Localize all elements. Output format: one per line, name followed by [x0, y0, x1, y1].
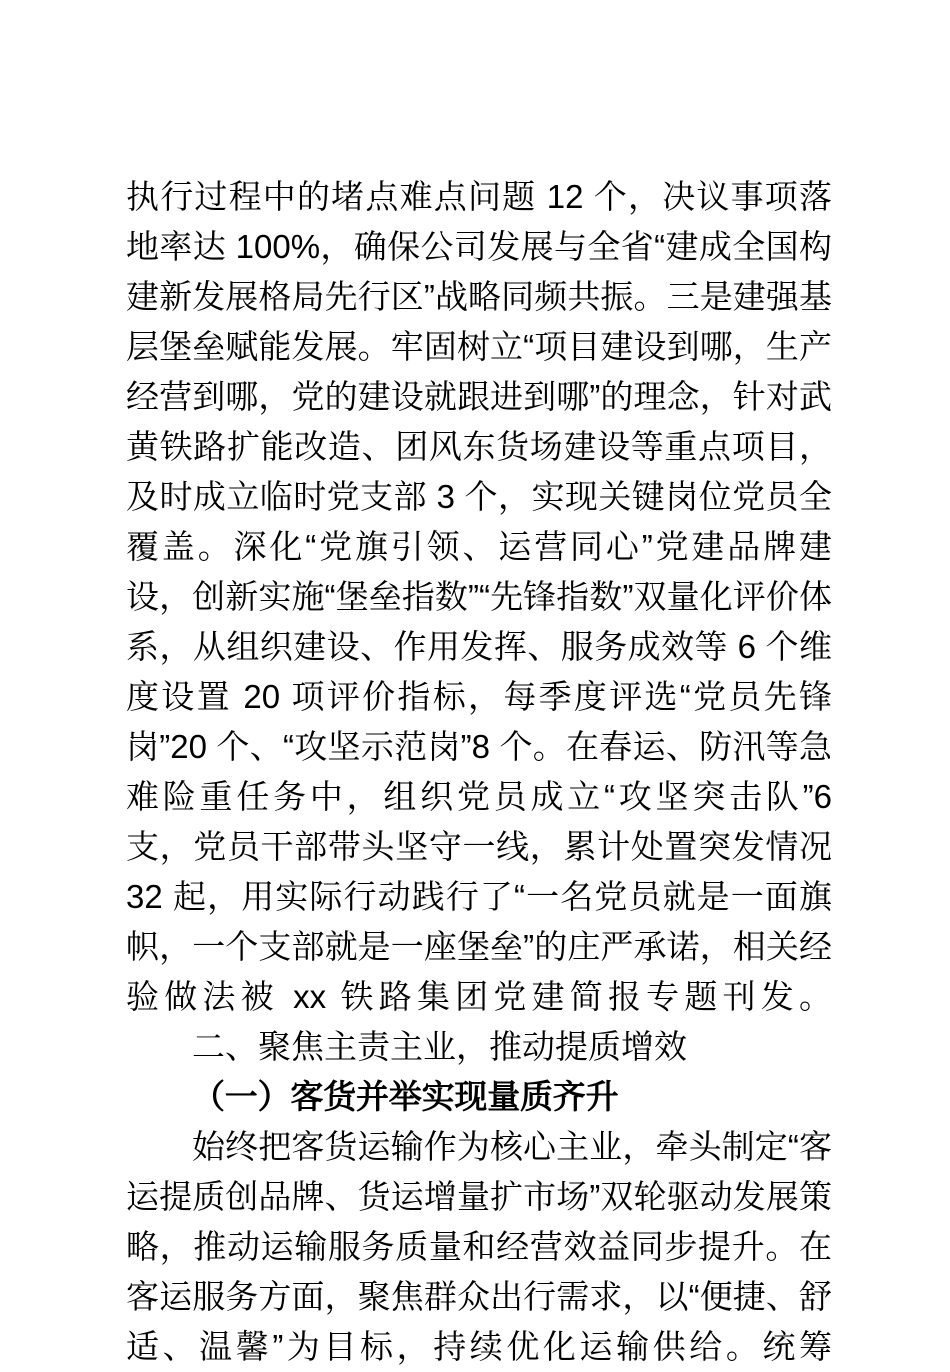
section-heading-two: 二、聚焦主责主业，推动提质增效 — [192, 1028, 687, 1065]
paragraph-party-building: 执行过程中的堵点难点问题 12 个，决议事项落地率达 100%，确保公司发展与全省“建成全国构建新发展格局先行区”战略同频共振。三是建强基层堡垒赋能发展。牢固树立“项目建设到哪，生产经营到哪，党的建设就跟进到哪”的理念，针对武黄铁路扩能改造、团风东货场建设等重点项目，及时成立临时党支部 3 个，实现关键岗位党员全覆盖。深化“党旗引领、运营同心”党建品牌建设，创新实施“堡垒指数”“先锋指数”双量化评价体系，从组织建设、作用发挥、服务成效等 6 个维度设置 20 项评价指标，每季度评选“党员先锋岗”20 个、“攻坚示范岗”8 个。在春运、防汛等急难险重任务中，组织党员成立“攻坚突击队”6 支，党员干部带头坚守一线，累计处置突发情况 32 起，用实际行动践行了“一名党员就是一面旗帜，一个支部就是一座堡垒”的庄严承诺，相关经验做法被 xx 铁路集团党建简报专题刊发。 — [126, 178, 832, 1015]
document-text-column — [126, 172, 832, 1372]
subsection-heading-one: （一）客货并举实现量质齐升 — [192, 1078, 619, 1115]
paragraph-passenger-freight: 始终把客货运输作为核心主业，牵头制定“客运提质创品牌、货运增量扩市场”双轮驱动发展策略，推动运输服务质量和经营效益同步提升。在客运服务方面，聚焦群众出行需求，以“便捷、舒适、温馨”为目标，持续优化运输供给。统筹 — [126, 1128, 832, 1365]
